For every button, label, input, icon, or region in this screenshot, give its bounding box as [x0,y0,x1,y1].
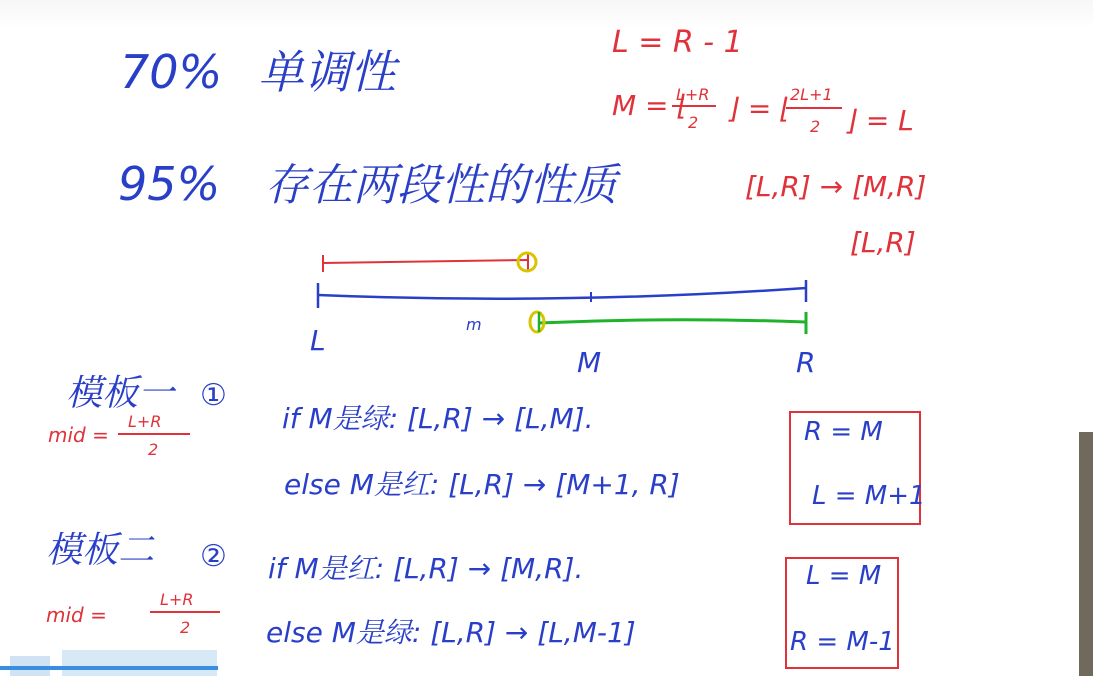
green-segment [538,320,806,323]
blue-segment [318,288,806,299]
template1-box-top: R = M [804,417,883,447]
template2-box-top: L = M [806,561,882,591]
note-m-prefix: M = ⌊ [612,89,689,122]
label-l: L [310,324,326,357]
video-progress-bar[interactable] [0,650,220,676]
template1-else-line: else M是红: [L,R] → [M+1, R] [284,468,680,501]
template2-mid-prefix: mid = [46,603,107,627]
template-one [48,373,926,524]
progress-played-line[interactable] [0,666,218,670]
note-frac2-num: 2L+1 [790,85,833,104]
note-frac2-den: 2 [810,117,821,136]
note-m-suffix: ⌋ = L [846,104,914,137]
label-m-small: m [466,315,482,334]
progress-buffer-main [62,650,217,676]
number-line-diagram [310,252,815,379]
red-segment [323,260,528,263]
template-two [46,530,898,668]
template2-mid-num: L+R [160,590,194,609]
template1-number: ① [200,378,227,413]
note-l-equals-r-minus-1: L = R - 1 [612,25,743,60]
title-two-segment-property: 存在两段性的性质 [265,160,617,211]
note-m-mid: ⌋ = ⌊ [728,92,792,125]
note-interval-b: [L,R] [850,226,916,259]
label-m: M [577,346,602,379]
template1-mid-num: L+R [128,412,162,431]
pct-95: 95% [118,157,221,211]
template2-mid-den: 2 [180,618,191,637]
note-interval-a: [L,R] → [M,R] [745,170,927,203]
label-r: R [796,346,816,379]
template2-title: 模板二 [46,530,155,571]
title-monotonicity: 单调性 [258,45,396,99]
note-frac1-num: L+R [676,85,710,104]
video-side-strip [1079,432,1093,676]
template2-else-line: else M是绿: [L,R] → [L,M-1] [266,616,636,649]
template1-box-bottom: L = M+1 [812,481,926,511]
template2-box-bottom: R = M-1 [790,627,895,657]
template1-if-line: if M是绿: [L,R] → [L,M]. [282,402,594,435]
template2-number: ② [200,539,227,574]
pct-70: 70% [120,45,223,99]
template1-mid-prefix: mid = [48,423,109,447]
template1-title: 模板一 [66,373,175,414]
note-frac1-den: 2 [688,113,699,132]
template1-mid-den: 2 [148,440,159,459]
template2-if-line: if M是红: [L,R] → [M,R]. [268,552,584,585]
